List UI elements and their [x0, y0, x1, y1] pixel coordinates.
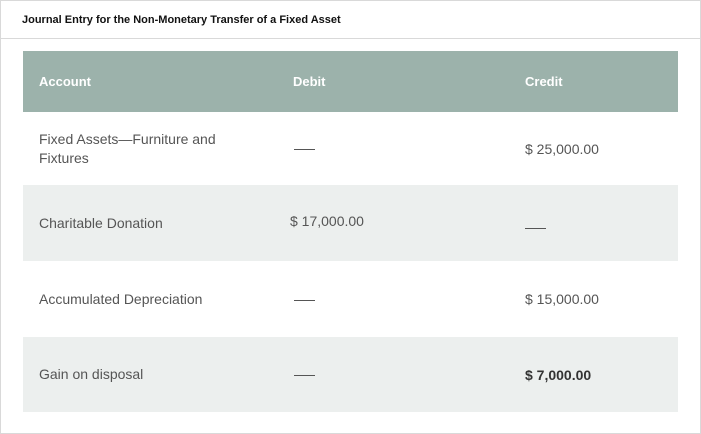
journal-table: [23, 51, 678, 412]
debit-cell: [277, 141, 508, 157]
header-account: Account: [39, 74, 91, 89]
empty-dash: [294, 300, 315, 301]
debit-cell: $ 17,000.00: [290, 213, 364, 229]
header-debit: Debit: [293, 74, 326, 89]
empty-dash: [294, 149, 315, 150]
credit-cell: $ 7,000.00: [525, 366, 592, 383]
debit-cell: [277, 291, 508, 307]
empty-dash: [294, 375, 315, 376]
table-row: [23, 112, 678, 185]
table-row: [23, 261, 678, 337]
account-cell: Gain on disposal: [39, 366, 144, 382]
table-row: [23, 185, 678, 261]
credit-cell: $ 15,000.00: [525, 291, 599, 307]
account-cell: Accumulated Depreciation: [39, 290, 203, 307]
account-cell: Fixed Assets—Furniture and Fixtures: [39, 130, 216, 166]
credit-cell: [508, 215, 678, 231]
credit-cell: $ 25,000.00: [525, 140, 599, 157]
empty-dash: [525, 228, 546, 229]
debit-cell: [277, 367, 508, 383]
table-row: [23, 337, 678, 412]
table-header-row: [23, 51, 678, 112]
header-credit: Credit: [525, 74, 563, 89]
account-cell: Charitable Donation: [39, 214, 163, 231]
table-caption: Journal Entry for the Non-Monetary Transfer of a Fixed Asset: [1, 1, 700, 39]
